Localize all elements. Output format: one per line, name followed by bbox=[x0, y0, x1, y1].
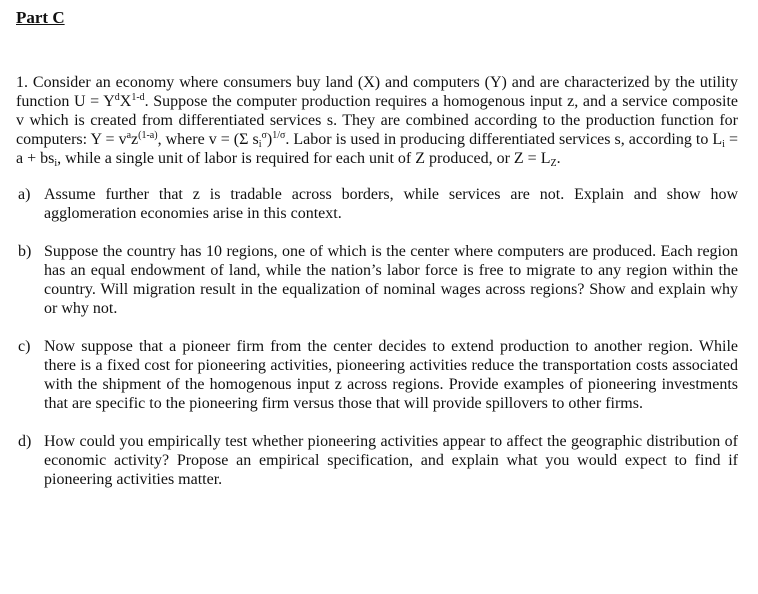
subquestion-b bbox=[16, 242, 738, 318]
question-1: 1. Consider an economy where consumers buy land (X) and computers (Y) and are characterized by the utility function $U = Y^dX^{1-d}$. Suppose the computer production requires a homogenous input z, and a service composite v which is created from differentiated services s. They are combined according to the production function for computers: $Y = v^az^{(1-a)}$, where v = (Σ $s_i^\sigma)^{1/\sigma}$. Labor is used in producing differentiated services s, according to $L_i = a + bs_i$, while a single unit of labor is required for each unit of Z produced, or $Z = L_Z$. bbox=[16, 74, 739, 169]
subquestion-label: d) bbox=[18, 433, 32, 450]
subquestion-label: c) bbox=[18, 338, 31, 355]
subquestion-a bbox=[16, 185, 738, 223]
subquestion-text: Suppose the country has 10 regions, one of which is the center where computers are produced. Each region has an equal endowment of land, while the nation’s labor force is free to migrate to any region within the country. Will migration result in the equalization of nominal wages across regions? Show and explain why or why not. bbox=[44, 243, 738, 317]
document-page bbox=[16, 8, 738, 508]
subquestion-text: Now suppose that a pioneer firm from the center decides to extend production to another region. While there is a fixed cost for pioneering activities, pioneering activities reduce the transportation costs associated with the shipment of the homogenous input z across regions. Provide examples of pioneering investments that are specific to the pioneering firm versus those that will provide spillovers to other firms. bbox=[44, 338, 738, 412]
section-heading: Part C bbox=[16, 8, 65, 27]
subquestion-text: Assume further that z is tradable across borders, while services are not. Explain and show how agglomeration economies arise in this context. bbox=[44, 186, 738, 222]
subquestion-label: b) bbox=[18, 243, 32, 260]
subquestion-text: How could you empirically test whether pioneering activities appear to affect the geographic distribution of economic activity? Propose an empirical specification, and explain what you would expect to find if pioneering activities matter. bbox=[44, 433, 738, 488]
subquestion-d bbox=[16, 432, 738, 489]
subquestion-label: a) bbox=[18, 186, 31, 203]
subquestion-c bbox=[16, 337, 738, 413]
